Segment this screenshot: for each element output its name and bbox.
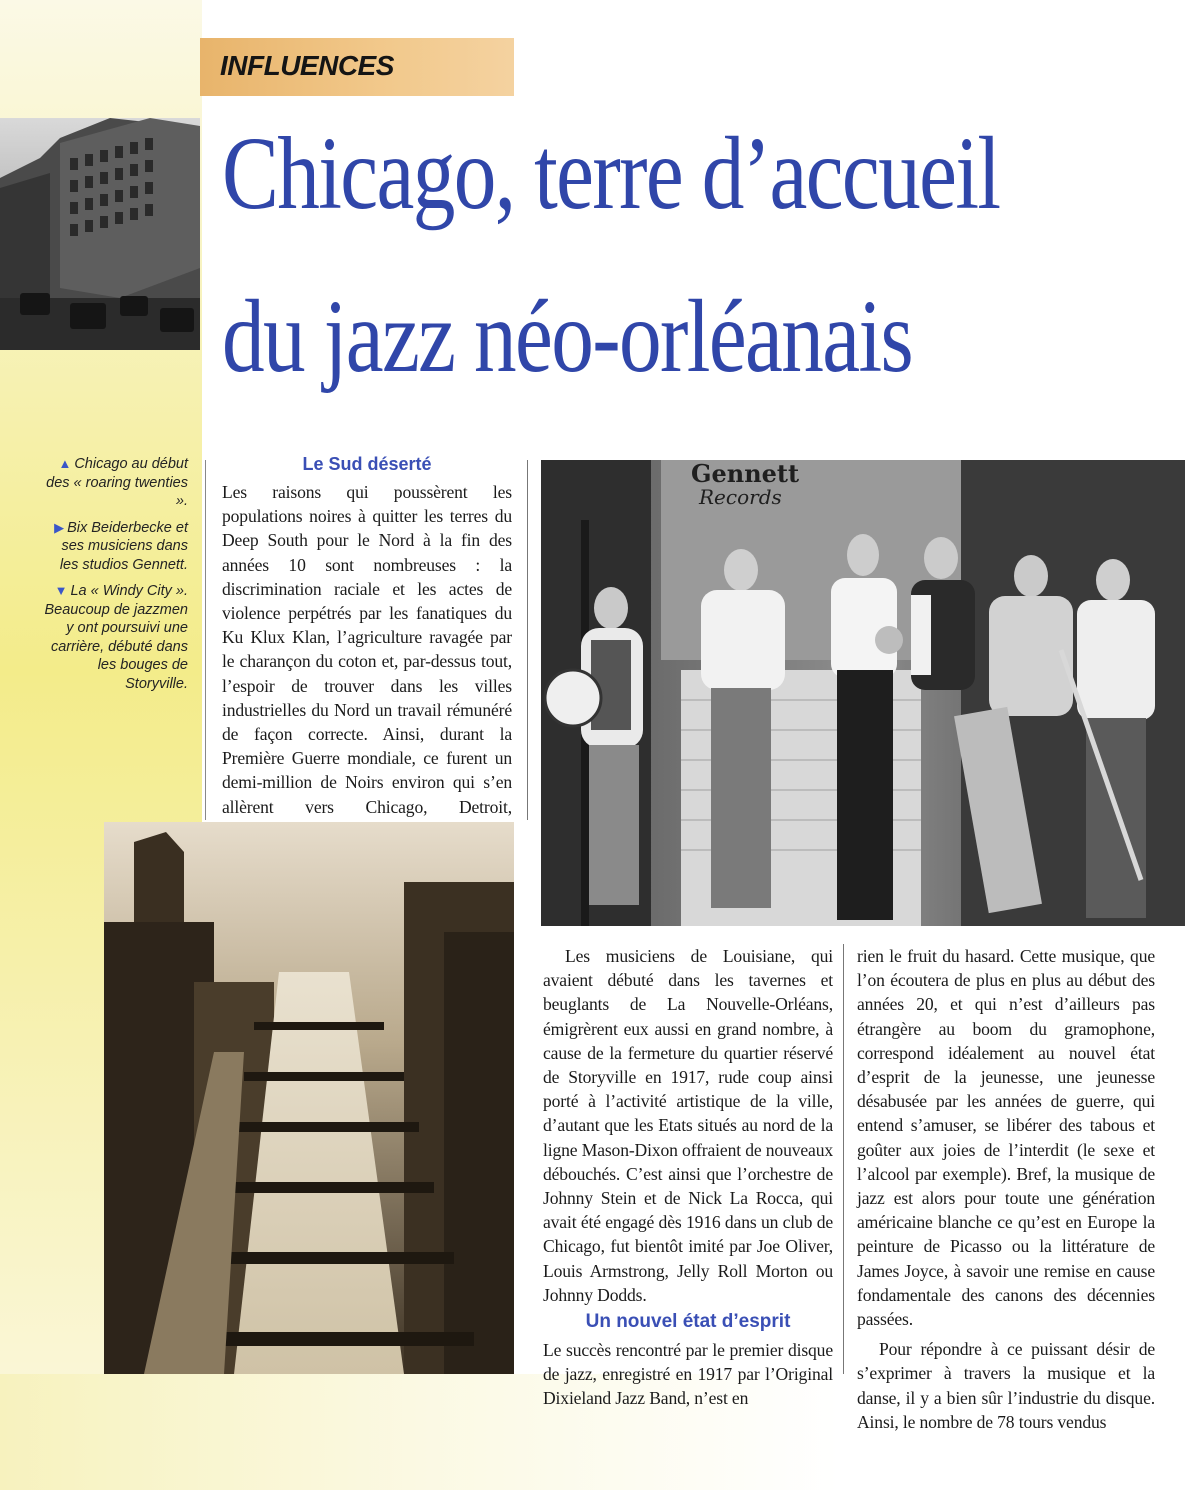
caption-band — [40, 519, 188, 575]
triangle-down-icon: ▼ — [54, 583, 68, 598]
section-heading-esprit: Un nouvel état d’esprit — [585, 1311, 791, 1332]
paragraph-musiciens: Les musiciens de Louisiane, qui avaient débuté dans les tavernes et beuglants de La Nouvelle-Orléans, émigrèrent eux aussi en grand nombre, à cause de la fermeture du quartier réservé de Storyville en 1917, rude coup ainsi porté à l’activité artistique de la ville, d’autant que les Etats situés au nord de la ligne Mason-Dixon offraient de nouveaux débouchés. C’est ainsi que l’orchestre de Johnny Stein et de Nick La Rocca, qui avait été engagé dès 1916 dans un club de Chicago, fut bientôt imité par Joe Oliver, Louis Armstrong, Jelly Roll Morton ou Johnny Dodds. — [543, 946, 833, 1305]
chicago-river-photo — [104, 822, 514, 1374]
page-title-line-2: du jazz néo-orléanais — [222, 279, 913, 394]
article-paragraph-1: Les raisons qui poussèrent les populations noires à quitter les terres du Deep South pour le Nord à la fin des années 10 sont nombreuses : la discrimination raciale et les actes de violence perpétrés par les fanatiques du Ku Klux Klan, l’agriculture ravagée par le charançon du coton et, par-dessus tout, l’espoir de trouver dans les villes industrielles du Nord un travail rémunéré de façon correcte. Ainsi, durant la Première Guerre mondiale, ce furent un demi-million de Noirs environ qui s’en allèrent vers Chicago, Detroit, — [222, 482, 512, 817]
article-paragraph-2 — [543, 944, 833, 1307]
column-divider — [527, 460, 528, 820]
paragraph-continuation: rien le fruit du hasard. Cette musique, que l’on écoutera de plus en plus au début des années 20, et qui n’est d’ailleurs pas étrangère au boom du gramophone, correspond idéalement au nouvel état d’esprit de la jeunesse, une jeunesse désabusée par les années de guerre, qui entend s’amuser, se libérer des tabous et goûter aux joies de l’interdit (le sexe et l’alcool par exemple). Bref, la musique de jazz est alors pour toute une génération américaine blanche ce qu’est en Europe la peinture de Picasso ou la littérature de James Joyce, à savoir une remise en cause fondamentale des canons des décennies passées. — [857, 946, 1155, 1330]
caption-text: La « Windy City ». Beaucoup de jazzmen y ont poursuivi une carrière, débuté dans les bouges de Storyville. — [44, 583, 188, 692]
paragraph-industrie: Pour répondre à ce puissant désir de s’exprimer à travers la musique et la danse, il y a bien sûr l’industrie du disque. Ainsi, le nombre de 78 tours vendus — [857, 1339, 1155, 1432]
gennett-sign-text-2: Records — [699, 485, 782, 509]
caption-divider — [205, 460, 206, 820]
gennett-sign-text: Gennett — [691, 460, 800, 488]
band-photo — [541, 460, 1185, 926]
section-label: INFLUENCES — [220, 50, 394, 81]
caption-street — [40, 455, 188, 511]
section-heading-sud: Le Sud déserté — [302, 454, 432, 474]
triangle-right-icon: ▶ — [54, 519, 65, 535]
triangle-up-icon: ▲ — [58, 456, 72, 471]
article-column-3 — [857, 944, 1155, 1434]
page-title-line-1: Chicago, terre d’accueil — [222, 116, 1000, 231]
column-divider-2 — [843, 944, 844, 1374]
article-paragraph-3: Le succès rencontré par le premier disque de jazz, enregistré en 1917 par l’Original Dixieland Jazz Band, n’est en — [543, 1340, 833, 1409]
chicago-street-photo — [0, 118, 200, 350]
photo-captions — [40, 455, 188, 701]
caption-text: Bix Beiderbecke et ses musiciens dans les studios Gennett. — [59, 519, 188, 573]
caption-river — [40, 582, 188, 693]
caption-text: Chicago au début des « roaring twenties ». — [46, 456, 188, 509]
